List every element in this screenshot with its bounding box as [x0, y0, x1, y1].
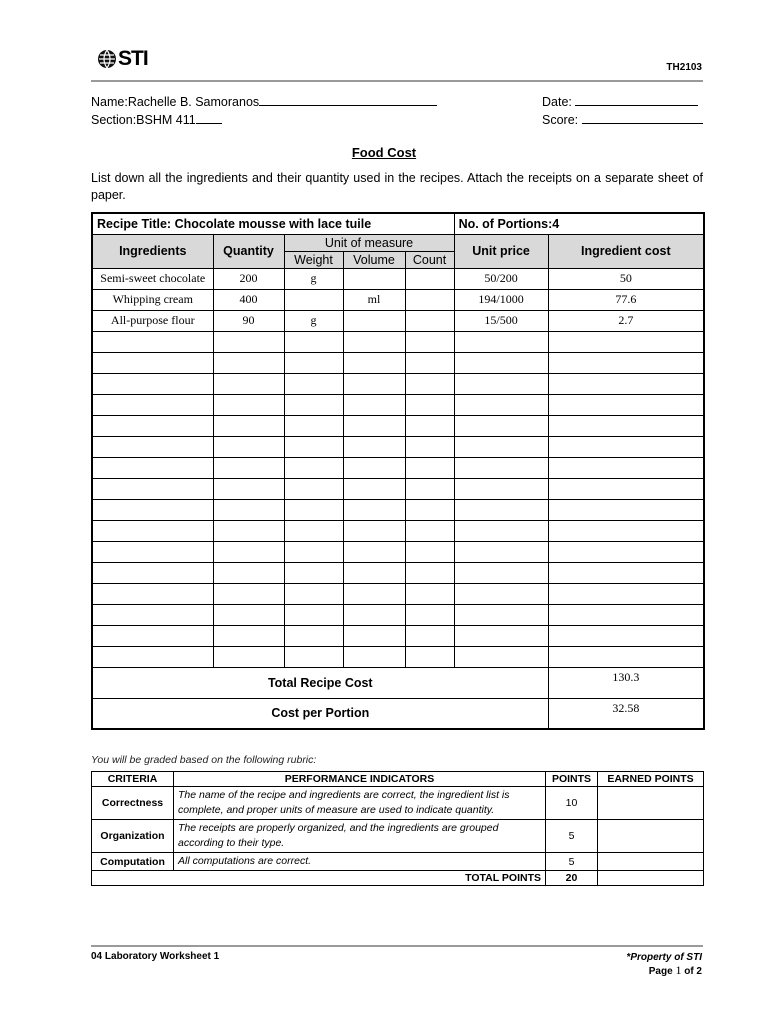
date-label: Date: [542, 95, 572, 109]
empty-cell [548, 499, 704, 520]
rubric-header-row [92, 772, 704, 787]
rubric-indicator: The receipts are properly organized, and the ingredients are grouped according to their type. [174, 820, 546, 853]
count-cell [405, 289, 454, 310]
unit-price-cell: 15/500 [454, 310, 548, 331]
food-cost-table [91, 212, 705, 730]
empty-cell [213, 352, 284, 373]
rubric-total-earned [598, 871, 704, 886]
empty-cell [454, 331, 548, 352]
empty-cell [92, 373, 213, 394]
empty-cell [343, 646, 405, 667]
empty-cell [405, 520, 454, 541]
col-volume: Volume [343, 251, 405, 268]
count-cell [405, 310, 454, 331]
empty-cell [213, 604, 284, 625]
empty-cell [405, 604, 454, 625]
empty-cell [454, 478, 548, 499]
empty-cell [284, 562, 343, 583]
empty-cell [548, 520, 704, 541]
rubric-intro: You will be graded based on the following rubric: [91, 754, 317, 766]
empty-cell [284, 478, 343, 499]
empty-cell [454, 457, 548, 478]
total-cost-row [92, 667, 704, 698]
rubric-earned [598, 820, 704, 853]
volume-cell [343, 310, 405, 331]
rubric-total-points: 20 [546, 871, 598, 886]
quantity-cell: 400 [213, 289, 284, 310]
empty-cell [405, 394, 454, 415]
rubric-criteria: Computation [92, 853, 174, 871]
empty-cell [548, 457, 704, 478]
empty-cell [92, 646, 213, 667]
empty-cell [405, 478, 454, 499]
rubric-total-row [92, 871, 704, 886]
empty-cell [213, 478, 284, 499]
ingredient-cell: All-purpose flour [92, 310, 213, 331]
empty-cell [284, 583, 343, 604]
globe-icon [97, 49, 117, 69]
empty-cell [92, 604, 213, 625]
empty-cell [405, 352, 454, 373]
empty-cell [213, 331, 284, 352]
empty-cell [343, 394, 405, 415]
empty-cell [284, 373, 343, 394]
col-unit-price: Unit price [454, 234, 548, 268]
rubric-earned [598, 853, 704, 871]
volume-cell: ml [343, 289, 405, 310]
volume-cell [343, 268, 405, 289]
empty-cell [405, 625, 454, 646]
count-cell [405, 268, 454, 289]
page-number: Page 1 of 2 [648, 963, 702, 977]
rubric-points: 5 [546, 820, 598, 853]
instructions: List down all the ingredients and their quantity used in the recipes. Attach the receipts on a separate sheet of paper. [91, 171, 703, 202]
empty-cell [405, 541, 454, 562]
empty-cell [405, 457, 454, 478]
empty-cell [454, 352, 548, 373]
logo-text: STI [118, 47, 148, 70]
empty-cell [548, 646, 704, 667]
col-ingredients: Ingredients [92, 234, 213, 268]
empty-cell [548, 415, 704, 436]
score-underline [582, 112, 703, 124]
header-row [92, 234, 704, 251]
document-code: TH2103 [666, 62, 702, 73]
header-divider [91, 80, 703, 82]
empty-table-row [92, 352, 704, 373]
empty-table-row [92, 541, 704, 562]
rubric-indicator: All computations are correct. [174, 853, 546, 871]
empty-table-row [92, 478, 704, 499]
empty-cell [454, 436, 548, 457]
name-label: Name: [91, 95, 128, 109]
page-title: Food Cost [351, 145, 417, 160]
empty-cell [454, 625, 548, 646]
empty-cell [213, 373, 284, 394]
cost-per-portion-label: Cost per Portion [92, 698, 548, 729]
empty-cell [343, 436, 405, 457]
col-quantity: Quantity [213, 234, 284, 268]
empty-cell [405, 415, 454, 436]
empty-cell [405, 373, 454, 394]
rubric-row [92, 820, 704, 853]
empty-cell [92, 541, 213, 562]
empty-table-row [92, 520, 704, 541]
rubric-points: 5 [546, 853, 598, 871]
empty-table-row [92, 583, 704, 604]
empty-cell [284, 394, 343, 415]
empty-cell [92, 583, 213, 604]
empty-table-row [92, 436, 704, 457]
empty-cell [454, 415, 548, 436]
empty-cell [284, 499, 343, 520]
empty-table-row [92, 373, 704, 394]
empty-cell [454, 541, 548, 562]
footer-title: 04 Laboratory Worksheet 1 [91, 951, 220, 962]
empty-cell [213, 436, 284, 457]
empty-cell [343, 625, 405, 646]
cost-per-portion-row [92, 698, 704, 729]
empty-cell [405, 331, 454, 352]
empty-cell [405, 562, 454, 583]
empty-cell [343, 415, 405, 436]
empty-cell [92, 520, 213, 541]
table-row [92, 268, 704, 289]
portions: No. of Portions:4 [454, 213, 704, 234]
empty-cell [343, 562, 405, 583]
empty-table-row [92, 394, 704, 415]
weight-cell: g [284, 310, 343, 331]
section-value: BSHM 411 [136, 113, 196, 127]
footer-right [626, 951, 702, 978]
rubric-row [92, 853, 704, 871]
empty-cell [454, 583, 548, 604]
empty-cell [343, 478, 405, 499]
name-field [91, 94, 437, 109]
rubric-indicator: The name of the recipe and ingredients are correct, the ingredient list is complete, and proper units of measure are used to indicate quantity. [174, 787, 546, 820]
empty-cell [92, 499, 213, 520]
empty-cell [213, 583, 284, 604]
unit-price-cell: 194/1000 [454, 289, 548, 310]
weight-cell: g [284, 268, 343, 289]
rubric-points: 10 [546, 787, 598, 820]
empty-cell [92, 331, 213, 352]
empty-table-row [92, 331, 704, 352]
empty-cell [405, 499, 454, 520]
empty-cell [548, 604, 704, 625]
quantity-cell: 200 [213, 268, 284, 289]
recipe-title: Recipe Title: Chocolate mousse with lace tuile [92, 213, 454, 234]
empty-cell [284, 541, 343, 562]
score-label: Score: [542, 113, 579, 127]
cost-cell: 50 [548, 268, 704, 289]
sti-logo [97, 49, 148, 69]
empty-cell [92, 436, 213, 457]
empty-cell [405, 646, 454, 667]
empty-table-row [92, 646, 704, 667]
quantity-cell: 90 [213, 310, 284, 331]
empty-cell [548, 394, 704, 415]
empty-cell [284, 604, 343, 625]
empty-cell [284, 520, 343, 541]
empty-cell [284, 625, 343, 646]
empty-cell [548, 373, 704, 394]
empty-cell [343, 583, 405, 604]
empty-cell [343, 541, 405, 562]
empty-cell [284, 457, 343, 478]
rubric-table [91, 771, 704, 886]
name-value: Rachelle B. Samoranos [127, 95, 260, 109]
total-cost-label: Total Recipe Cost [92, 667, 548, 698]
empty-cell [343, 604, 405, 625]
empty-cell [92, 562, 213, 583]
empty-cell [213, 646, 284, 667]
recipe-title-row [92, 213, 704, 234]
empty-table-row [92, 604, 704, 625]
empty-cell [343, 499, 405, 520]
empty-cell [213, 520, 284, 541]
section-underline [196, 112, 222, 124]
empty-cell [548, 478, 704, 499]
col-count: Count [405, 251, 454, 268]
empty-cell [284, 331, 343, 352]
rubric-total-label: TOTAL POINTS [92, 871, 546, 886]
empty-cell [213, 394, 284, 415]
table-row [92, 310, 704, 331]
empty-cell [213, 499, 284, 520]
empty-cell [213, 541, 284, 562]
score-field [542, 112, 703, 127]
empty-cell [92, 625, 213, 646]
col-weight: Weight [284, 251, 343, 268]
empty-cell [284, 415, 343, 436]
empty-cell [405, 436, 454, 457]
empty-rows [92, 331, 704, 667]
empty-cell [548, 436, 704, 457]
rubric-criteria: Correctness [92, 787, 174, 820]
section-label: Section: [91, 113, 137, 127]
empty-cell [454, 562, 548, 583]
date-underline [575, 94, 698, 106]
empty-cell [548, 562, 704, 583]
empty-cell [213, 625, 284, 646]
empty-cell [92, 457, 213, 478]
empty-cell [92, 394, 213, 415]
empty-table-row [92, 562, 704, 583]
weight-cell [284, 289, 343, 310]
date-field [542, 94, 698, 109]
empty-cell [284, 352, 343, 373]
empty-cell [454, 373, 548, 394]
empty-table-row [92, 499, 704, 520]
empty-cell [343, 520, 405, 541]
rubric-col-indicators: PERFORMANCE INDICATORS [174, 772, 546, 787]
empty-cell [284, 436, 343, 457]
empty-table-row [92, 625, 704, 646]
empty-cell [548, 583, 704, 604]
property-notice: *Property of STI [626, 952, 702, 963]
empty-cell [454, 499, 548, 520]
empty-cell [284, 646, 343, 667]
empty-cell [213, 562, 284, 583]
total-cost-value: 130.3 [548, 667, 704, 698]
ingredient-cell: Whipping cream [92, 289, 213, 310]
empty-cell [343, 373, 405, 394]
col-ingredient-cost: Ingredient cost [548, 234, 704, 268]
empty-cell [343, 331, 405, 352]
rubric-col-criteria: CRITERIA [92, 772, 174, 787]
empty-cell [454, 604, 548, 625]
cost-cell: 2.7 [548, 310, 704, 331]
rubric-earned [598, 787, 704, 820]
empty-table-row [92, 457, 704, 478]
empty-cell [92, 352, 213, 373]
rubric-row [92, 787, 704, 820]
empty-cell [454, 646, 548, 667]
unit-price-cell: 50/200 [454, 268, 548, 289]
empty-cell [92, 478, 213, 499]
footer-divider [91, 945, 703, 947]
empty-cell [213, 415, 284, 436]
table-row [92, 289, 704, 310]
section-field [91, 112, 222, 127]
empty-cell [548, 625, 704, 646]
empty-cell [454, 520, 548, 541]
empty-cell [548, 331, 704, 352]
cost-cell: 77.6 [548, 289, 704, 310]
empty-cell [213, 457, 284, 478]
rubric-criteria: Organization [92, 820, 174, 853]
empty-cell [343, 457, 405, 478]
name-underline [259, 94, 437, 106]
empty-cell [343, 352, 405, 373]
ingredient-cell: Semi-sweet chocolate [92, 268, 213, 289]
rubric-col-earned: EARNED POINTS [598, 772, 704, 787]
empty-cell [92, 415, 213, 436]
empty-table-row [92, 415, 704, 436]
col-unit-of-measure: Unit of measure [284, 234, 454, 251]
empty-cell [405, 583, 454, 604]
rubric-col-points: POINTS [546, 772, 598, 787]
empty-cell [548, 352, 704, 373]
empty-cell [454, 394, 548, 415]
empty-cell [548, 541, 704, 562]
cost-per-portion-value: 32.58 [548, 698, 704, 729]
